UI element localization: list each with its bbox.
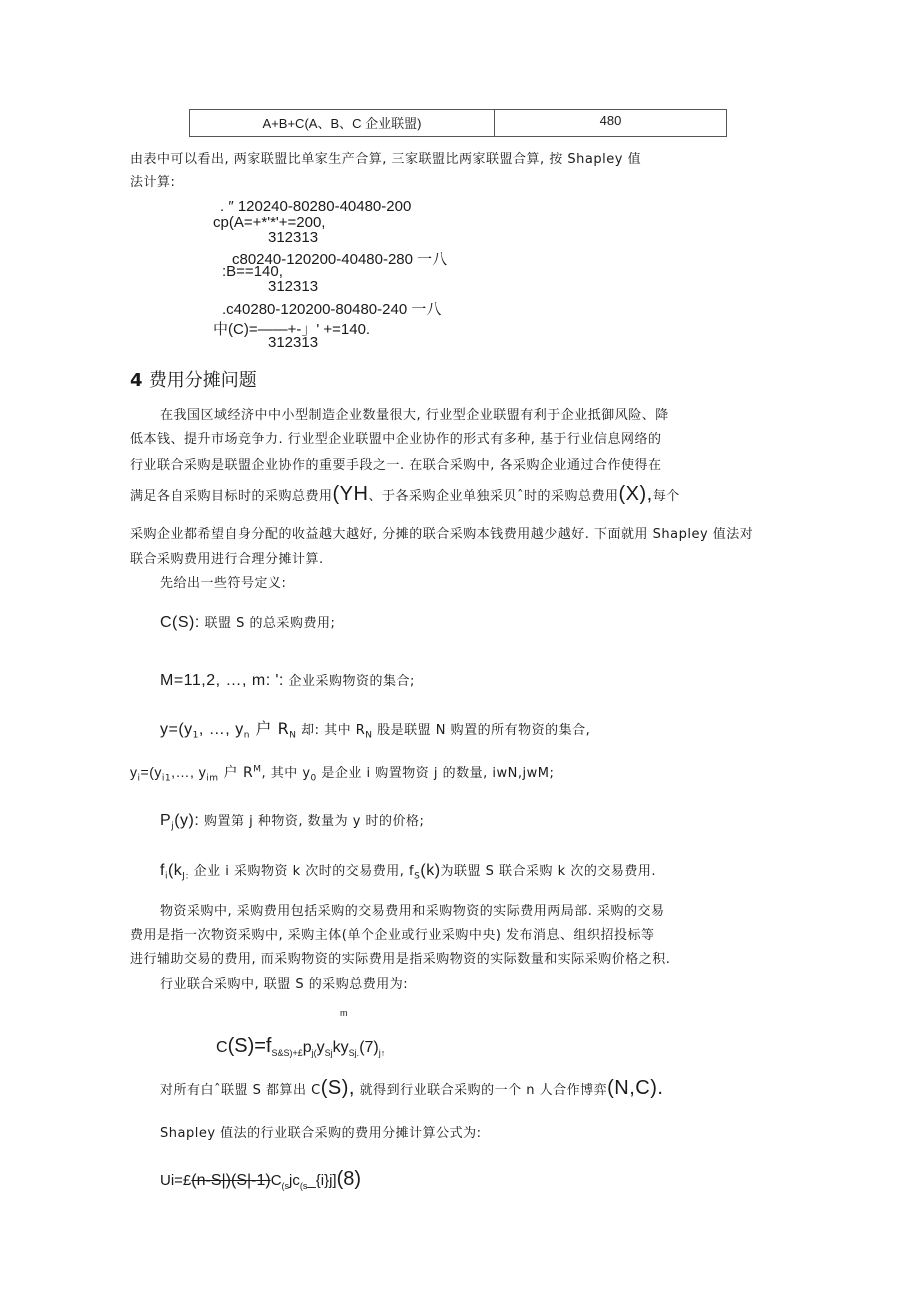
para1-line-4	[130, 483, 680, 506]
para2-line-1: 物资采购中, 采购费用包括采购的交易费用和采购物资的实际费用两局部. 采购的交易	[160, 904, 665, 919]
def-pj-s: j	[171, 821, 175, 832]
intro-line-2: 法计算:	[130, 175, 176, 190]
para2-line-2: 费用是指一次物资采购中, 采购主体(单个企业或行业采购中央) 发布消息、组织招投标等	[130, 928, 655, 943]
def-yi-d: 户 R	[218, 765, 254, 781]
def-pj-b: (y):	[174, 812, 200, 829]
section-title: 费用分摊问题	[148, 370, 257, 391]
para3-l1a: 对所有白ˆ联盟 S 都算出 C	[160, 1083, 321, 1098]
def-pj-c: 购置第 j 种物资, 数量为 y 时的价格;	[203, 814, 425, 829]
f8-d: (s	[281, 1181, 290, 1191]
para3-line-1	[160, 1077, 663, 1100]
def-yi-s4: M	[253, 764, 262, 775]
formula-c-top: .c40280-120200-80480-240 一八	[222, 301, 442, 318]
def-y-s2: n	[243, 730, 250, 741]
def-y-s4: N	[365, 730, 373, 741]
f7-b: (S)=f	[227, 1035, 272, 1057]
f7-a: C	[216, 1039, 228, 1056]
section-heading	[130, 366, 257, 392]
para2-line-4: 行业联合采购中, 联盟 S 的采购总费用为:	[160, 977, 409, 992]
f8-a: Ui=£	[160, 1172, 192, 1189]
formula-a-bot: 312313	[268, 229, 319, 246]
para3-l1d: (N,C).	[607, 1077, 664, 1099]
def-fi-s3: S	[414, 871, 421, 882]
formula-8	[160, 1168, 361, 1191]
def-yi-s3: im	[206, 773, 219, 784]
def-yi-e: , 其中 y	[261, 766, 311, 781]
para1-line-1: 在我国区域经济中中小型制造企业数量很大, 行业型企业联盟有利于企业抵御风险、降	[160, 408, 669, 423]
def-y	[160, 716, 590, 741]
intro-line-1: 由表中可以看出, 两家联盟比单家生产合算, 三家联盟比两家联盟合算, 按 Shapley 值	[130, 152, 642, 167]
def-pj	[160, 810, 424, 832]
def-y-b: , …, y	[198, 721, 244, 738]
f7-d: +£	[292, 1048, 303, 1059]
def-y-s3: N	[289, 730, 297, 741]
formula-c-bot: 312313	[268, 334, 319, 351]
formula7-sup: m	[340, 1008, 348, 1018]
def-yi-s5: 0	[310, 773, 317, 784]
f7-c: S&S)	[271, 1048, 293, 1059]
para3-line-2: Shapley 值法的行业联合采购的费用分摊计算公式为:	[160, 1126, 482, 1141]
f7-k: (7)	[359, 1039, 379, 1056]
f7-h: Sj	[324, 1048, 333, 1059]
formula-b-mid: :B==140,	[222, 263, 283, 280]
f8-e: jc	[289, 1172, 300, 1189]
f8-b: (n-S|)(S|-1)	[191, 1172, 271, 1189]
f8-g: _{i}j]	[307, 1172, 337, 1189]
def-y-c: 户 R	[249, 719, 290, 738]
def-fi-d: (k)	[420, 862, 441, 879]
def-yi-s2: i1	[161, 773, 172, 784]
def-m-symbol: M=11,2, …, m:	[160, 672, 271, 689]
f7-e: p	[302, 1039, 312, 1056]
f7-i: ky	[332, 1039, 349, 1056]
def-fi-s2: J:	[182, 871, 189, 882]
para3-l1b: (S),	[320, 1077, 355, 1099]
table-row	[190, 110, 727, 137]
f7-j: Sj.	[348, 1048, 360, 1059]
def-yi-b: =(y	[140, 764, 162, 780]
f8-h: (8)	[336, 1168, 362, 1190]
def-yi-s1: i	[137, 773, 141, 784]
para1-line-6: 联合采购费用进行合理分摊计算.	[130, 552, 324, 567]
f8-f: (s	[299, 1181, 308, 1191]
formula-b-top: c80240-120200-40480-280 一八	[232, 251, 448, 268]
formula-a-mid: cp(A=+*'*'+=200,	[213, 214, 326, 231]
section-number: 4	[130, 370, 143, 391]
def-y-d: 却: 其中 R	[296, 723, 366, 738]
formula-b-bot: 312313	[268, 278, 319, 295]
def-yi-c: ,…, y	[171, 764, 207, 780]
def-y-s1: 1	[192, 730, 199, 741]
para1-l4d: (X),	[618, 483, 653, 505]
def-cs	[160, 612, 335, 632]
f8-c: C	[270, 1172, 282, 1189]
def-m-text: 企业采购物资的集合;	[288, 674, 415, 689]
def-cs-symbol: C(S):	[160, 614, 200, 631]
para1-line-5: 采购企业都希望自身分配的收益越大越好, 分摊的联合采购本钱费用越少越好. 下面就用 Shapley 值法对	[130, 527, 754, 542]
formula-7	[216, 1035, 385, 1058]
formula-a-top: . ″ 120240-80280-40480-200	[220, 198, 412, 215]
para1-l4a: 满足各自采购目标时的采购总费用	[130, 489, 333, 504]
def-cs-text: 联盟 S 的总采购费用;	[204, 616, 336, 631]
def-fi-c: 企业 i 采购物资 k 次时的交易费用, f	[188, 864, 415, 879]
def-fi-s1: i	[164, 871, 168, 882]
para1-line-7: 先给出一些符号定义:	[160, 576, 287, 591]
def-fi-a: f	[160, 862, 165, 879]
para1-line-3: 行业联合采购是联盟企业协作的重要手段之一. 在联合采购中, 各采购企业通过合作使得在	[130, 458, 662, 473]
def-fi-e: 为联盟 S 联合采购 k 次的交易费用.	[440, 864, 656, 879]
para1-l4c: 、于各采购企业单独采贝ˆ时的采购总费用	[368, 489, 619, 504]
para1-l4b: (YH	[332, 483, 369, 505]
para1-l4e: 每个	[652, 489, 680, 504]
f7-g: y	[316, 1039, 325, 1056]
para3-l1c: 就得到行业联合采购的一个 n 人合作博弈	[354, 1083, 608, 1098]
def-yi-a: y	[130, 764, 138, 780]
para1-line-2: 低本钱、提升市场竞争力. 行业型企业联盟中企业协作的形式有多种, 基于行业信息网络的	[130, 432, 662, 447]
para2-line-3: 进行辅助交易的费用, 而采购物资的实际费用是指采购物资的实际数量和实际采购价格之积.	[130, 952, 671, 967]
f7-l: j↑	[378, 1048, 386, 1059]
def-y-a: y=(y	[160, 721, 193, 738]
def-y-e: 股是联盟 N 购置的所有物资的集合,	[372, 723, 591, 738]
formula-c-mid: 中(C)=——+-」' +=140.	[213, 321, 371, 338]
table-cell-value: 480	[495, 110, 727, 137]
f7-f: j(	[311, 1048, 317, 1059]
def-fi	[160, 860, 656, 882]
alliance-table	[189, 109, 727, 137]
table-cell-alliance: A+B+C(A、B、C 企业联盟)	[190, 110, 495, 137]
def-m	[160, 670, 415, 690]
def-pj-a: P	[160, 812, 172, 829]
def-fi-b: (k	[167, 862, 183, 879]
def-yi	[130, 762, 554, 784]
def-yi-f: 是企业 i 购置物资 j 的数量, iwN,jwM;	[316, 766, 555, 781]
def-m-mark: ':	[275, 672, 284, 689]
